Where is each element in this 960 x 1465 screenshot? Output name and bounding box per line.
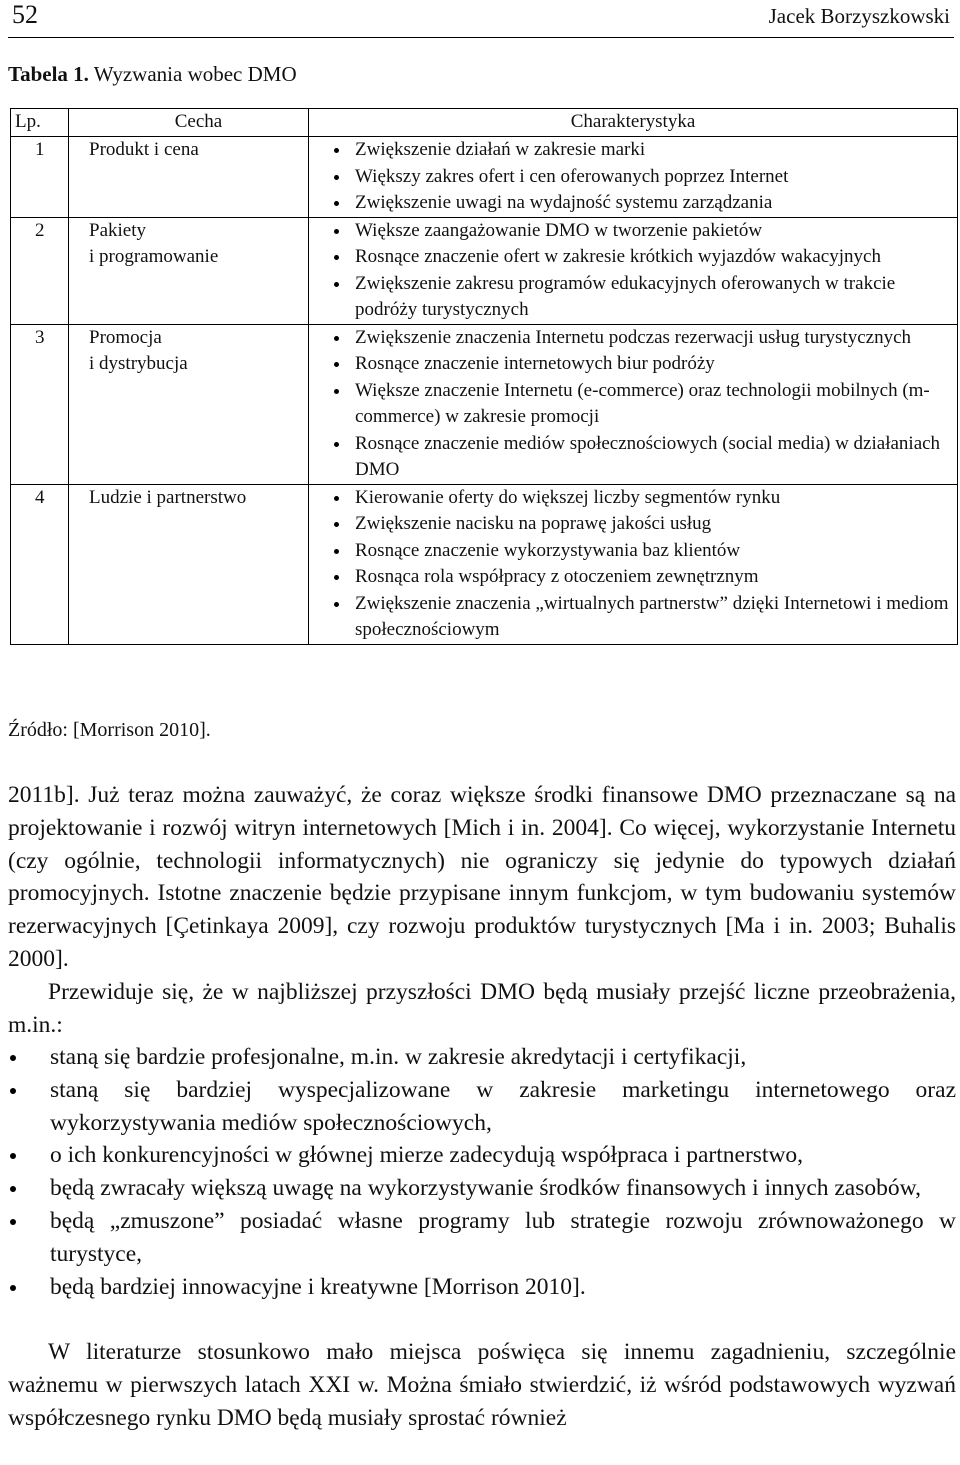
list-item: Zwiększenie nacisku na poprawę jakości usług — [309, 511, 957, 538]
table-row — [11, 324, 958, 484]
list-item: Zwiększenie zakresu programów edukacyjnych oferowanych w trakcie podróży turystycznych — [309, 271, 957, 324]
row-number: 3 — [11, 324, 69, 484]
row-characteristics — [309, 217, 958, 324]
row-characteristics — [309, 484, 958, 644]
row-feature-line: Pakiety — [89, 219, 146, 241]
page-number: 52 — [12, 0, 38, 29]
challenges-table — [10, 108, 958, 645]
list-item: Rosnące znaczenie internetowych biur podróży — [309, 351, 957, 378]
row-feature-line: Promocja — [89, 326, 162, 348]
row-feature — [69, 217, 309, 324]
list-item: Rosnąca rola współpracy z otoczeniem zewnętrznym — [309, 564, 957, 591]
table-row — [11, 137, 958, 218]
list-item: Zwiększenie znaczenia Internetu podczas rezerwacji usług turystycznych — [309, 325, 957, 352]
list-item: Rosnące znaczenie ofert w zakresie krótkich wyjazdów wakacyjnych — [309, 244, 957, 271]
list-item: Zwiększenie uwagi na wydajność systemu zarządzania — [309, 190, 957, 217]
row-number: 1 — [11, 137, 69, 218]
list-item: o ich konkurencyjności w głównej mierze zadecydują współpraca i partnerstwo, — [8, 1139, 956, 1172]
row-feature: Ludzie i partnerstwo — [69, 484, 309, 644]
bullet-list — [8, 1041, 956, 1303]
header-lp: Lp. — [11, 109, 69, 137]
header-characteristics: Charakterystyka — [309, 109, 958, 137]
table-label: Tabela 1. — [8, 62, 89, 86]
table-row — [11, 484, 958, 644]
list-item: będą zwracały większą uwagę na wykorzystywanie środków finansowych i innych zasobów, — [8, 1172, 956, 1205]
row-number: 4 — [11, 484, 69, 644]
paragraph: W literaturze stosunkowo mało miejsca poświęca się innemu zagadnieniu, szczególnie ważnemu w pierwszych latach XXI w. Można śmiało stwierdzić, iż wśród podstawowych wyzwań współczesnego rynku DMO będą musiały sprostać również — [8, 1339, 956, 1431]
row-characteristics — [309, 324, 958, 484]
list-item: będą bardziej innowacyjne i kreatywne [Morrison 2010]. — [8, 1271, 956, 1304]
paragraph: Przewiduje się, że w najbliższej przyszłości DMO będą musiały przejść liczne przeobrażenia, m.in.: — [8, 979, 956, 1038]
row-feature — [69, 324, 309, 484]
list-item: będą „zmuszone” posiadać własne programy lub strategie rozwoju zrównoważonego w turystyce, — [8, 1205, 956, 1271]
list-item: Zwiększenie znaczenia „wirtualnych partnerstw” dzięki Internetowi i mediom społecznościowym — [309, 591, 957, 644]
table-source: Źródło: [Morrison 2010]. — [8, 719, 211, 741]
list-item: Rosnące znaczenie wykorzystywania baz klientów — [309, 538, 957, 565]
row-characteristics — [309, 137, 958, 218]
row-number: 2 — [11, 217, 69, 324]
page-header — [8, 0, 950, 36]
running-head-author: Jacek Borzyszkowski — [768, 4, 950, 28]
table-header-row — [11, 109, 958, 137]
row-feature-line: i programowanie — [89, 246, 219, 267]
header-feature: Cecha — [69, 109, 309, 137]
list-item: Większe znaczenie Internetu (e-commerce) oraz technologii mobilnych (m-commerce) w zakresie promocji — [309, 378, 957, 431]
row-feature-line: i dystrybucja — [89, 353, 188, 374]
list-item: Większy zakres ofert i cen oferowanych poprzez Internet — [309, 164, 957, 191]
list-item: Rosnące znaczenie mediów społecznościowych (social media) w działaniach DMO — [309, 431, 957, 484]
list-item: Większe zaangażowanie DMO w tworzenie pakietów — [309, 218, 957, 245]
table-row — [11, 217, 958, 324]
list-item: Kierowanie oferty do większej liczby segmentów rynku — [309, 485, 957, 512]
list-item: Zwiększenie działań w zakresie marki — [309, 137, 957, 164]
table-title: Wyzwania wobec DMO — [88, 62, 297, 86]
list-item: staną się bardziej wyspecjalizowane w zakresie marketingu internetowego oraz wykorzystywania mediów społecznościowych, — [8, 1074, 956, 1140]
row-feature: Produkt i cena — [69, 137, 309, 218]
header-rule — [8, 37, 954, 38]
list-item: staną się bardzie profesjonalne, m.in. w zakresie akredytacji i certyfikacji, — [8, 1041, 956, 1074]
paragraph: 2011b]. Już teraz można zauważyć, że coraz większe środki finansowe DMO przeznaczane są na projektowanie i rozwój witryn internetowych [Mich i in. 2004]. Co więcej, wykorzystanie Internetu (czy ogólnie, technologii informatycznych) nie ograniczy się jedynie do typowych działań promocyjnych. Istotne znaczenie będzie przypisane innym funkcjom, w tym budowaniu systemów rezerwacyjnych [Çetinkaya 2009], czy rozwoju produktów turystycznych [Ma i in. 2003; Buhalis 2000]. — [8, 782, 956, 972]
table-caption — [8, 62, 297, 87]
